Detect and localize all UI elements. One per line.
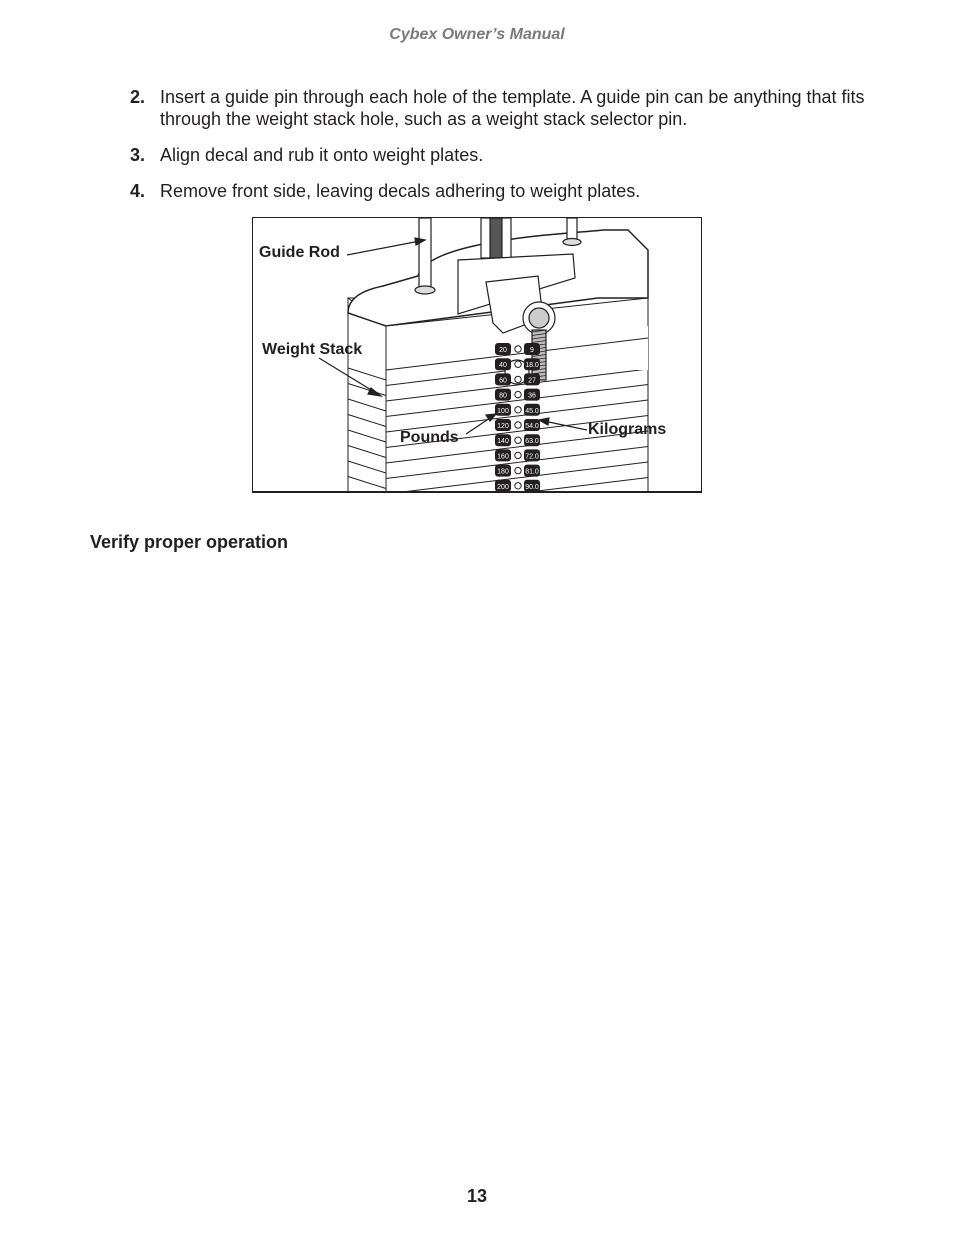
svg-text:140: 140	[497, 438, 509, 446]
pounds-decal	[495, 389, 511, 401]
kilograms-decal	[524, 389, 540, 401]
step-item	[130, 180, 870, 202]
pounds-decal	[495, 480, 511, 492]
pounds-decal	[495, 449, 511, 461]
svg-text:160: 160	[497, 453, 509, 461]
kilograms-decal	[524, 343, 540, 355]
step-item	[130, 86, 870, 130]
selector-hole	[515, 346, 521, 352]
svg-text:72.0: 72.0	[525, 453, 539, 461]
svg-text:18.0: 18.0	[525, 362, 539, 370]
kilograms-decal	[524, 373, 540, 385]
guide-rod-label: Guide Rod	[259, 244, 340, 261]
kilograms-decal	[524, 404, 540, 416]
svg-text:100: 100	[497, 407, 509, 415]
pounds-decal	[495, 343, 511, 355]
step-text: Align decal and rub it onto weight plates.	[160, 145, 484, 165]
pounds-decal	[495, 358, 511, 370]
pounds-label: Pounds	[400, 429, 459, 446]
svg-text:36: 36	[528, 392, 536, 400]
pounds-decal	[495, 404, 511, 416]
selector-hole	[515, 467, 521, 473]
kilograms-decal	[524, 434, 540, 446]
step-number: 4.	[130, 181, 146, 201]
pounds-decal	[495, 465, 511, 477]
plate-side-edge	[348, 492, 386, 493]
svg-text:27: 27	[528, 377, 536, 385]
svg-text:20: 20	[499, 347, 507, 354]
selector-hole	[515, 391, 521, 397]
weight-stack-illustration	[252, 217, 702, 493]
svg-text:60: 60	[499, 377, 507, 385]
svg-text:200: 200	[497, 483, 509, 491]
page-number: 13	[466, 1186, 488, 1206]
svg-text:80: 80	[499, 392, 507, 400]
step-item	[130, 144, 870, 166]
svg-text:81.0: 81.0	[525, 468, 539, 476]
step-number: 3.	[130, 145, 146, 165]
step-text: Insert a guide pin through each hole of the template. A guide pin can be anything that fits through the weight stack hole, such as a weight stack selector pin.	[160, 87, 865, 129]
svg-text:63.0: 63.0	[525, 438, 539, 446]
section-heading: Verify proper operation	[90, 532, 289, 552]
kilograms-label: Kilograms	[588, 421, 667, 438]
weight-stack-label: Weight Stack	[262, 341, 363, 358]
kilograms-decal	[524, 480, 540, 492]
kilograms-decal	[524, 358, 540, 370]
selector-hole	[515, 407, 521, 413]
svg-text:90.0: 90.0	[525, 483, 539, 491]
pounds-decal	[495, 373, 511, 385]
kilograms-decal	[524, 465, 540, 477]
pounds-decal	[495, 434, 511, 446]
running-header: Cybex Owner’s Manual	[389, 26, 565, 43]
svg-text:45.0: 45.0	[525, 407, 539, 415]
svg-text:180: 180	[497, 468, 509, 476]
selector-hole	[515, 422, 521, 428]
step-number: 2.	[130, 87, 146, 107]
pounds-decal	[495, 419, 511, 431]
selector-hole	[515, 452, 521, 458]
svg-text:9: 9	[530, 347, 534, 354]
kilograms-decal	[524, 419, 540, 431]
svg-text:120: 120	[497, 423, 509, 430]
svg-text:54.0: 54.0	[525, 423, 539, 430]
selector-hole	[515, 376, 521, 382]
step-text: Remove front side, leaving decals adhering to weight plates.	[160, 181, 641, 201]
selector-hole	[515, 437, 521, 443]
selector-hole	[515, 483, 521, 489]
instruction-steps	[130, 86, 870, 216]
kilograms-decal	[524, 449, 540, 461]
svg-text:40: 40	[499, 362, 507, 370]
selector-hole	[515, 361, 521, 367]
